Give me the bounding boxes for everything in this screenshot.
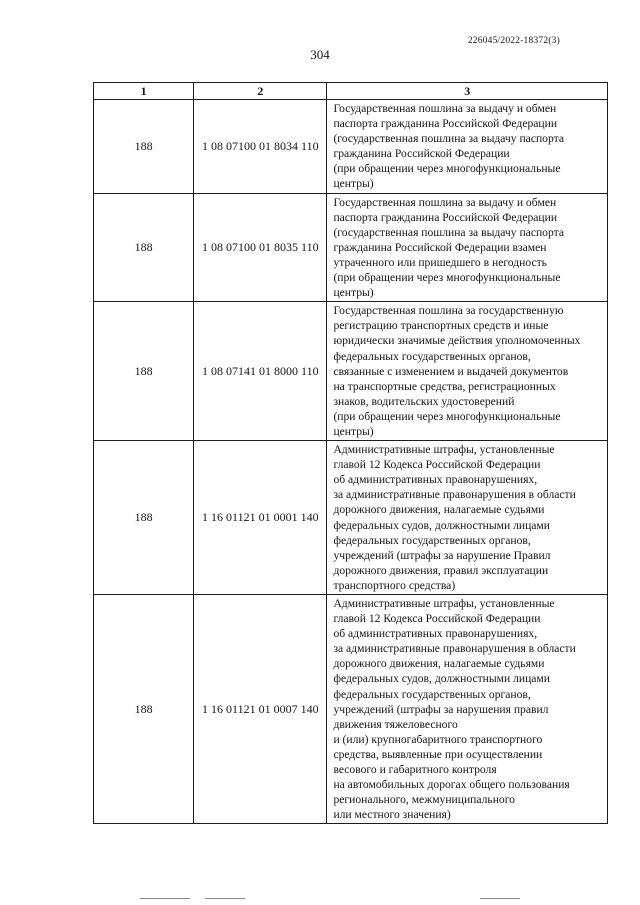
revenue-name-line: учреждений (штрафы за нарушение Правил — [333, 548, 551, 562]
revenue-name-line: Государственная пошлина за выдачу и обмен — [333, 102, 557, 115]
admin-code-cell: 188 — [94, 595, 194, 824]
budget-code-cell: 1 08 07100 01 8035 110 — [194, 193, 327, 302]
revenue-name-line: за административные правонарушения в области — [333, 642, 576, 656]
table-row — [94, 595, 608, 824]
revenue-name-line: (при обращении через многофункциональные — [333, 162, 561, 176]
revenue-name-line: регионального, межмуниципального — [333, 793, 515, 807]
revenue-name-line: и (или) крупногабаритного транспортного — [333, 732, 543, 746]
revenue-name-cell — [327, 595, 608, 824]
fee-classification-table — [93, 82, 608, 824]
table-row — [94, 100, 608, 194]
revenue-name-cell — [327, 100, 608, 194]
revenue-name-line: (государственная пошлина за выдачу паспорта — [333, 225, 564, 239]
revenue-name-line: знаков, водительских удостоверений — [333, 394, 515, 408]
column-header-3: 3 — [327, 83, 608, 100]
revenue-name-line: дорожного движения, правил эксплуатации — [333, 563, 549, 577]
revenue-name-line: центры) — [333, 286, 374, 300]
revenue-name-line: (государственная пошлина за выдачу паспорта — [333, 132, 564, 146]
budget-code-cell: 1 16 01121 01 0001 140 — [194, 441, 327, 595]
revenue-name-line: юридически значимые действия уполномоченных — [333, 334, 581, 348]
revenue-name-line: связанные с изменением и выдачей документов — [333, 364, 569, 378]
admin-code-cell: 188 — [94, 302, 194, 441]
revenue-name-line: центры) — [333, 424, 374, 438]
footer-rule-right — [480, 898, 520, 899]
revenue-name-line: или местного значения) — [333, 808, 451, 822]
revenue-name-line: транспортного средства) — [333, 578, 456, 592]
footer-rule-left — [140, 898, 190, 899]
revenue-name-cell — [327, 302, 608, 441]
revenue-name-line: средства, выявленные при осуществлении — [333, 747, 543, 761]
revenue-name-line: на автомобильных дорогах общего пользования — [333, 778, 570, 792]
revenue-name-line: гражданина Российской Федерации — [333, 147, 510, 161]
table-row — [94, 441, 608, 595]
revenue-name-cell — [327, 441, 608, 595]
budget-code-cell: 1 08 07141 01 8000 110 — [194, 302, 327, 441]
table-header-row — [94, 83, 608, 100]
table-body — [94, 100, 608, 824]
revenue-name-line: утраченного или пришедшего в негодность — [333, 255, 547, 269]
revenue-name-line: паспорта гражданина Российской Федерации — [333, 117, 558, 131]
revenue-name-line: главой 12 Кодекса Российской Федерации — [333, 458, 541, 472]
revenue-name-line: главой 12 Кодекса Российской Федерации — [333, 612, 541, 626]
revenue-name-line: дорожного движения, налагаемые судьями — [333, 657, 545, 671]
revenue-name-line: (при обращении через многофункциональные — [333, 409, 561, 423]
revenue-name-cell — [327, 193, 608, 302]
revenue-name-line: Административные штрафы, установленные — [333, 443, 555, 457]
revenue-name-line: федеральных судов, должностными лицами — [333, 518, 550, 532]
column-header-1: 1 — [94, 83, 194, 100]
revenue-name-line: федеральных государственных органов, — [333, 687, 531, 701]
revenue-name-line: Государственная пошлина за государственную — [333, 304, 564, 318]
revenue-name-line: гражданина Российской Федерации взамен — [333, 240, 547, 254]
revenue-name-line: весового и габаритного контроля — [333, 763, 497, 777]
revenue-name-line: об административных правонарушениях, — [333, 627, 538, 641]
admin-code-cell: 188 — [94, 100, 194, 194]
revenue-name-line: регистрацию транспортных средств и иные — [333, 319, 549, 333]
revenue-name-line: паспорта гражданина Российской Федерации — [333, 210, 558, 224]
page-number: 304 — [310, 47, 330, 62]
footer-rule-middle — [205, 898, 245, 899]
revenue-name-line: за административные правонарушения в области — [333, 488, 576, 502]
table-row — [94, 302, 608, 441]
admin-code-cell: 188 — [94, 441, 194, 595]
budget-code-cell: 1 16 01121 01 0007 140 — [194, 595, 327, 824]
revenue-name-line: Административные штрафы, установленные — [333, 597, 555, 610]
revenue-name-line: Государственная пошлина за выдачу и обмен — [333, 195, 557, 209]
revenue-name-line: на транспортные средства, регистрационных — [333, 379, 556, 393]
document-id: 226045/2022-18372(3) — [467, 36, 560, 46]
revenue-name-line: дорожного движения, налагаемые судьями — [333, 503, 545, 517]
revenue-name-line: (при обращении через многофункциональные — [333, 271, 561, 285]
revenue-name-line: федеральных государственных органов, — [333, 349, 531, 363]
admin-code-cell: 188 — [94, 193, 194, 302]
column-header-2: 2 — [194, 83, 327, 100]
revenue-name-line: федеральных государственных органов, — [333, 533, 531, 547]
revenue-name-line: центры) — [333, 177, 374, 191]
revenue-name-line: движения тяжеловесного — [333, 717, 458, 731]
revenue-name-line: учреждений (штрафы за нарушения правил — [333, 702, 549, 716]
revenue-name-line: об административных правонарушениях, — [333, 473, 538, 487]
budget-code-cell: 1 08 07100 01 8034 110 — [194, 100, 327, 194]
revenue-name-line: федеральных судов, должностными лицами — [333, 672, 550, 686]
table-row — [94, 193, 608, 302]
